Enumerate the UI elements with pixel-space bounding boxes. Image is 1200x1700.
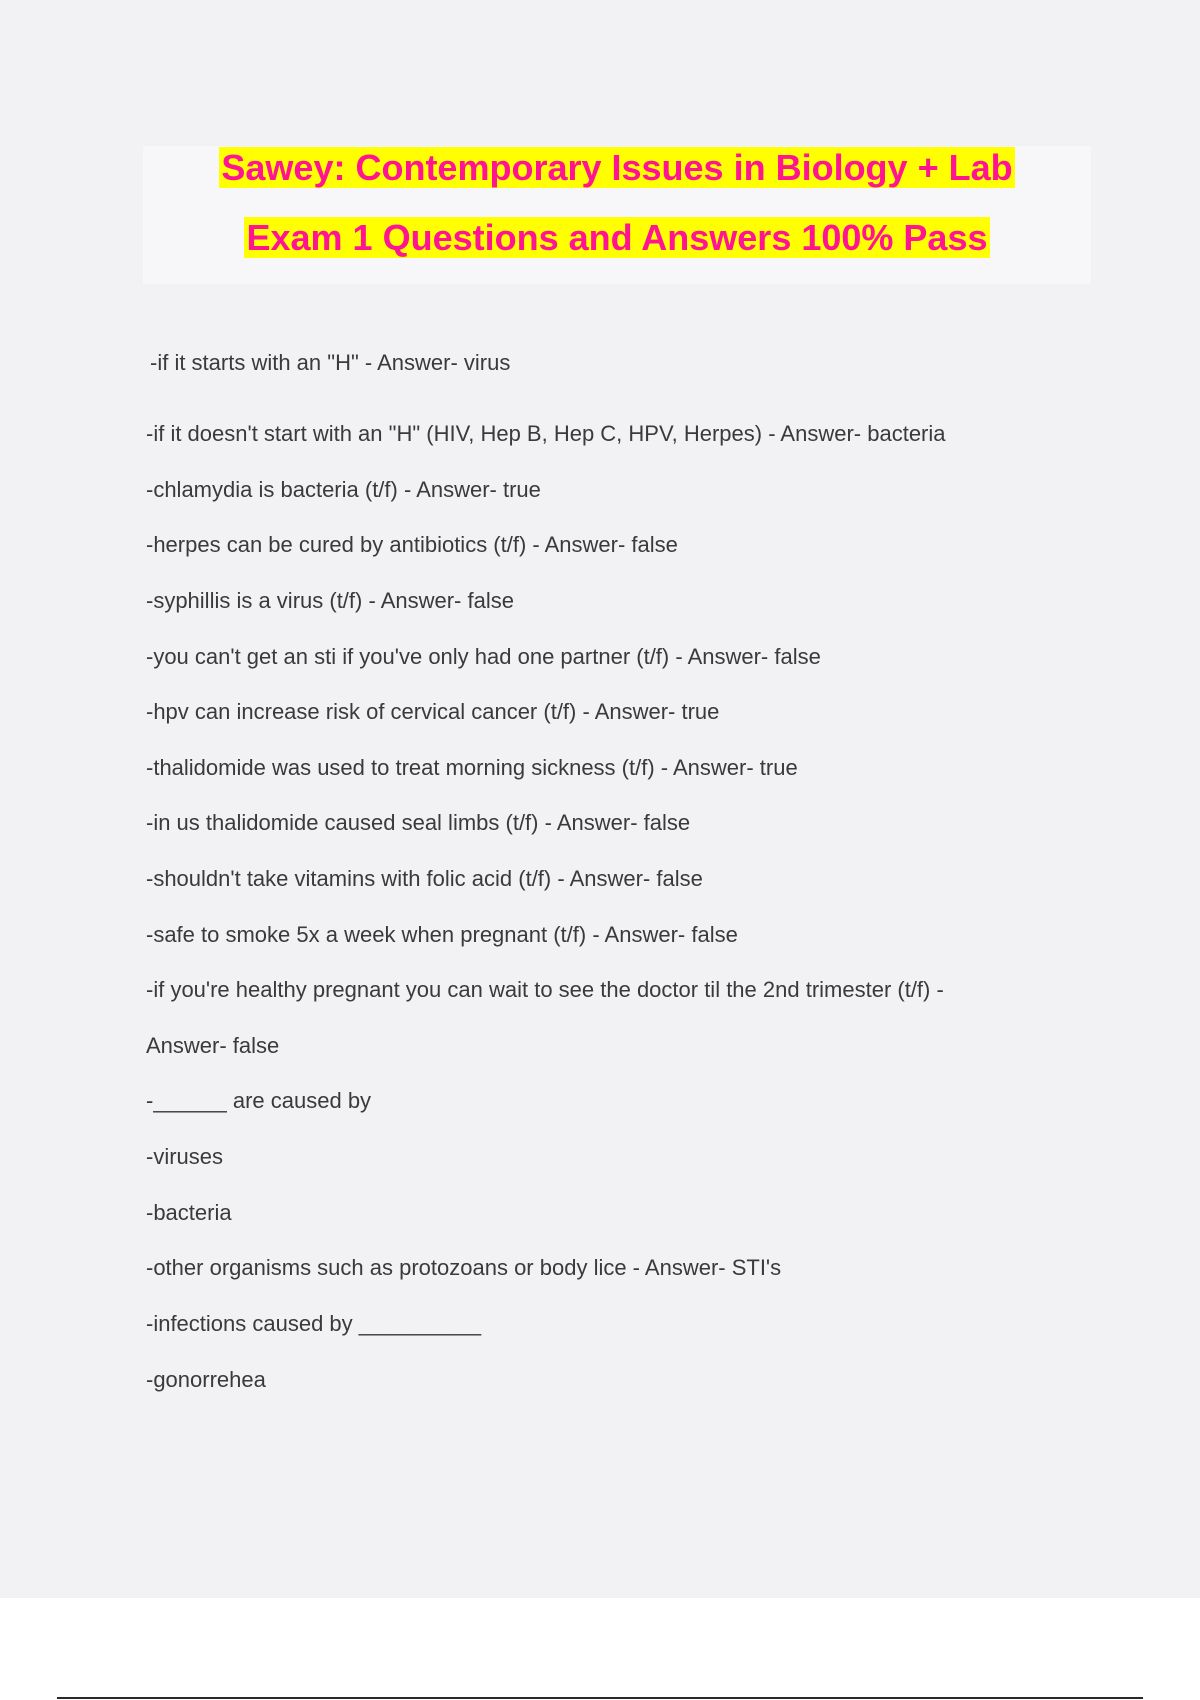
qa-line: -you can't get an sti if you've only had one partner (t/f) - Answer- false <box>146 644 821 669</box>
qa-line: -bacteria <box>146 1200 232 1225</box>
qa-line: -if it starts with an "H" - Answer- virus <box>150 350 511 375</box>
qa-line: -infections caused by __________ <box>146 1311 482 1336</box>
qa-line: -other organisms such as protozoans or body lice - Answer- STI's <box>146 1255 782 1280</box>
footer-divider <box>57 1697 1143 1699</box>
qa-line: -if you're healthy pregnant you can wait to see the doctor til the 2nd trimester (t/f) - <box>146 977 944 1002</box>
qa-line: Answer- false <box>146 1033 280 1058</box>
qa-line: -chlamydia is bacteria (t/f) - Answer- true <box>146 477 541 502</box>
qa-line: -hpv can increase risk of cervical cancer (t/f) - Answer- true <box>146 699 720 724</box>
qa-line: -viruses <box>146 1144 224 1169</box>
qa-line: -______ are caused by <box>146 1088 372 1113</box>
qa-line: -thalidomide was used to treat morning sickness (t/f) - Answer- true <box>146 755 798 780</box>
document-title-line-2: Exam 1 Questions and Answers 100% Pass <box>246 217 988 258</box>
qa-line: -gonorrehea <box>146 1367 266 1392</box>
qa-line: -shouldn't take vitamins with folic acid (t/f) - Answer- false <box>146 866 703 891</box>
qa-line: -if it doesn't start with an "H" (HIV, Hep B, Hep C, HPV, Herpes) - Answer- bacteria <box>146 421 946 446</box>
qa-line: -in us thalidomide caused seal limbs (t/f) - Answer- false <box>146 810 691 835</box>
title-block <box>143 146 1091 284</box>
qa-line: -syphillis is a virus (t/f) - Answer- false <box>146 588 514 613</box>
document-title-line-1: Sawey: Contemporary Issues in Biology + Lab <box>221 147 1013 188</box>
qa-line: -herpes can be cured by antibiotics (t/f) - Answer- false <box>146 532 678 557</box>
qa-line: -safe to smoke 5x a week when pregnant (t/f) - Answer- false <box>146 922 738 947</box>
